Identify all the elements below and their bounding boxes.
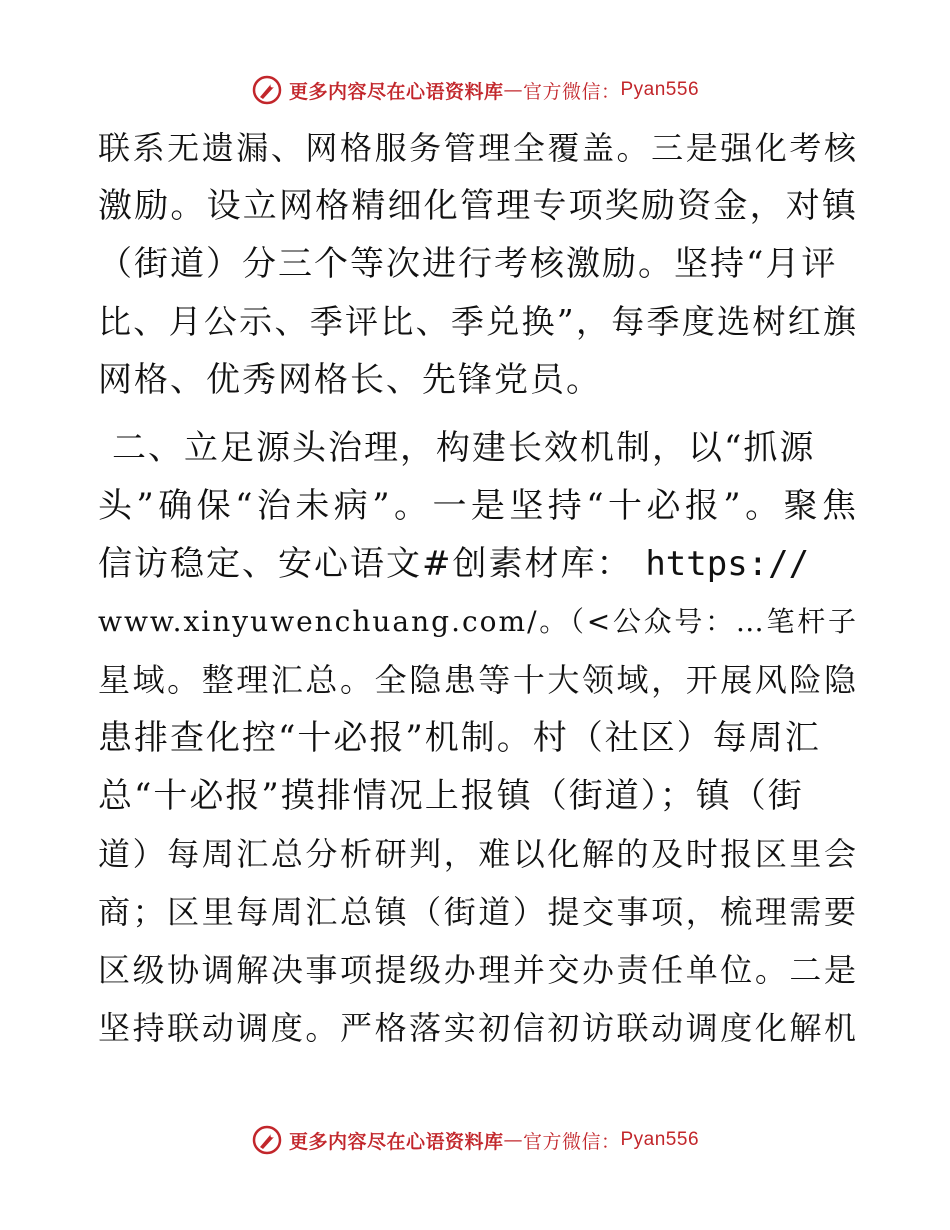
para2-line-1: 二、立足源头治理，构建长效机制，以“抓源 (112, 428, 816, 468)
para2-line-4 (98, 593, 858, 651)
header-separator: — (503, 79, 523, 101)
header-contact-label: 官方微信： (522, 80, 621, 103)
footer-contact-id: Pyan556 (620, 1129, 700, 1150)
document-body (98, 119, 858, 1057)
header-banner (0, 70, 950, 110)
footer-separator: — (503, 1129, 523, 1151)
source-url-part: https:// (645, 544, 810, 584)
body-line-5: 网格、优秀网格长、先锋党员。 (98, 360, 602, 400)
footer-banner (0, 1120, 950, 1160)
para2-line-3-text: 信访稳定、安心语文#创素材库： (98, 544, 633, 584)
para2-line-4-text: www.xinyuwenchuang.com/。（<公众号：…笔杆子 (98, 605, 858, 638)
header-brand: 更多内容尽在心语资料库 (288, 80, 504, 103)
para2-line-9: 商；区里每周汇总镇（街道）提交事项，梳理需要 (98, 893, 858, 931)
pen-circle-logo-icon (251, 74, 283, 106)
pen-circle-logo-icon (251, 1124, 283, 1156)
para2-line-2: 头”确保“治未病”。一是坚持“十必报”。聚焦 (98, 486, 858, 526)
body-line-3: （街道）分三个等次进行考核激励。坚持“月评 (98, 244, 838, 284)
para2-line-11: 坚持联动调度。严格落实初信初访联动调度化解机 (98, 1009, 858, 1047)
para2-line-5: 星域。整理汇总。全隐患等十大领域，开展风险隐 (98, 661, 858, 699)
para2-line-10: 区级协调解决事项提级办理并交办责任单位。二是 (98, 951, 858, 989)
footer-contact-label: 官方微信： (522, 1130, 621, 1153)
paragraph-gap (98, 409, 858, 419)
para2-line-8: 道）每周汇总分析研判，难以化解的及时报区里会 (98, 835, 858, 873)
body-line-2: 激励。设立网格精细化管理专项奖励资金，对镇 (98, 186, 858, 226)
body-line-1: 联系无遗漏、网格服务管理全覆盖。三是强化考核 (98, 129, 858, 167)
para2-line-7: 总“十必报”摸排情况上报镇（街道）；镇（街 (98, 776, 804, 816)
footer-brand: 更多内容尽在心语资料库 (288, 1130, 504, 1153)
header-contact-id: Pyan556 (620, 79, 700, 100)
body-line-4: 比、月公示、季评比、季兑换”，每季度选树红旗 (98, 302, 858, 341)
para2-line-6: 患排查化控“十必报”机制。村（社区）每周汇 (98, 718, 821, 758)
para2-line-3 (98, 535, 858, 593)
